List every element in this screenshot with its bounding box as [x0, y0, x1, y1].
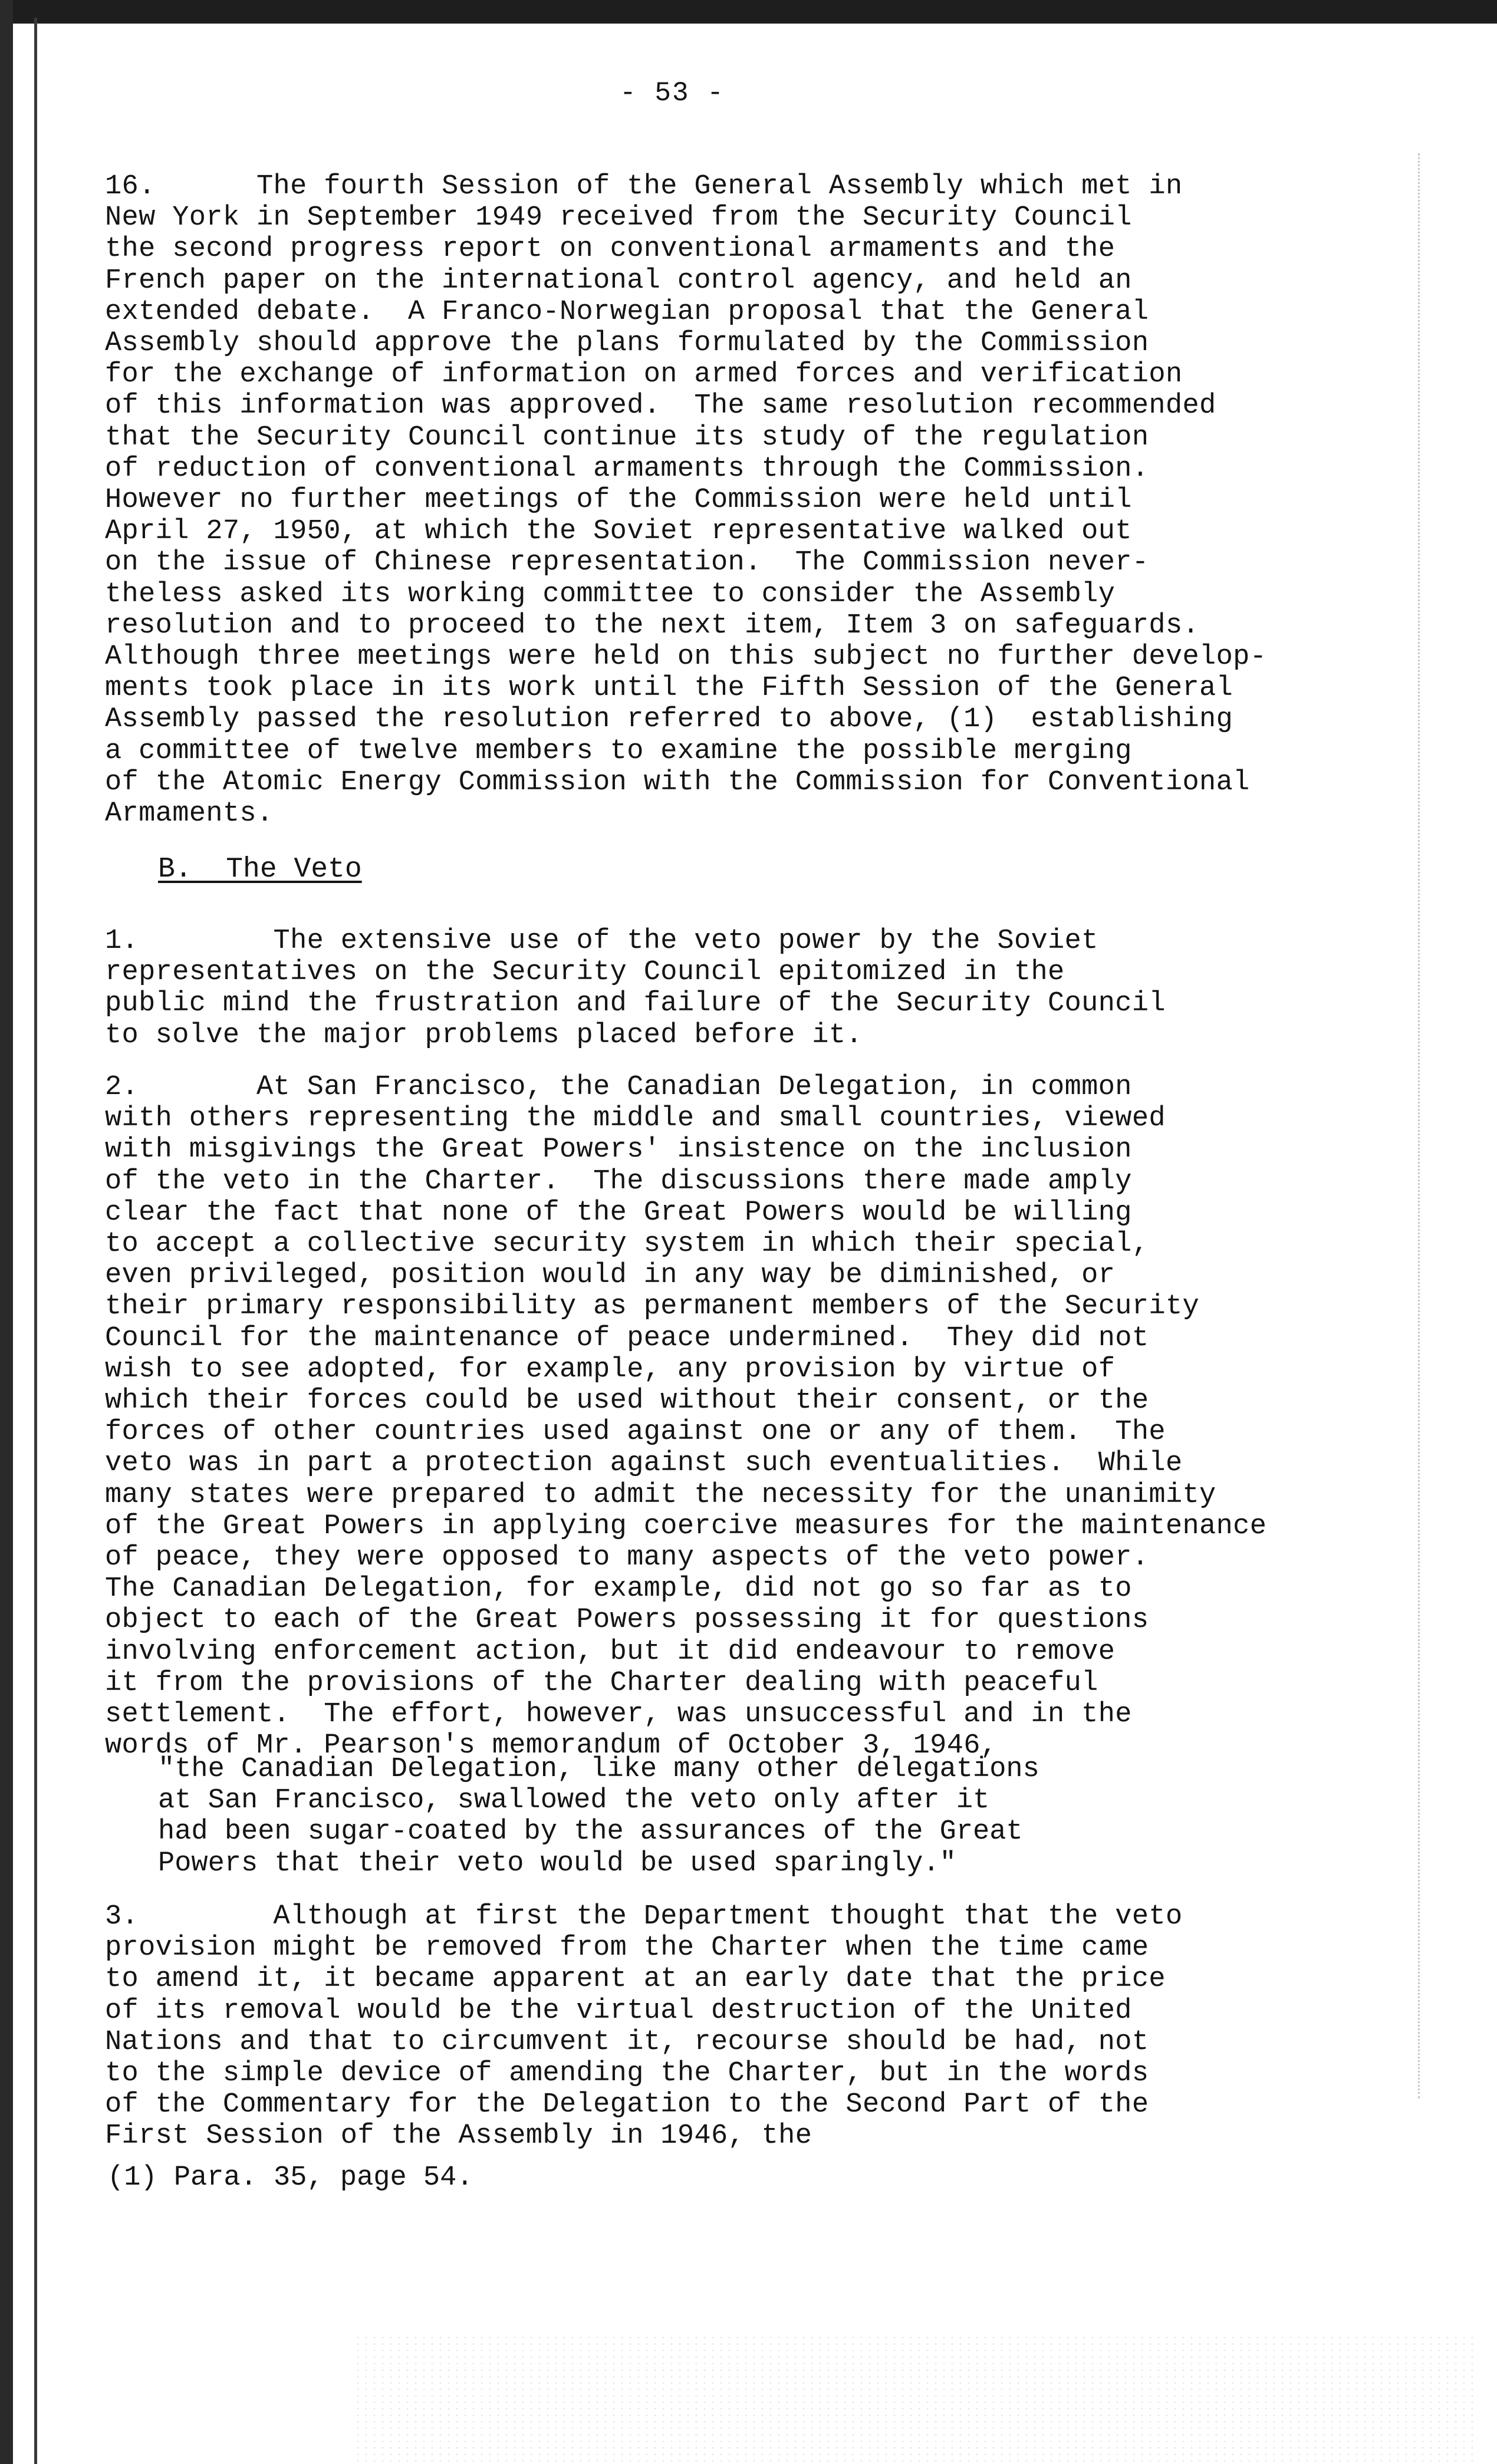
text-line: to amend it, it became apparent at an early date that the price	[105, 1964, 1166, 1995]
text-line: French paper on the international control agency, and held an	[105, 265, 1132, 297]
text-line: provision might be removed from the Charter when the time came	[105, 1932, 1149, 1964]
text-line: of the veto in the Charter. The discussions there made amply	[105, 1165, 1132, 1197]
text-line: theless asked its working committee to consider the Assembly	[105, 578, 1116, 610]
text-line: Assembly should approve the plans formulated by the Commission	[105, 328, 1149, 360]
text-line: even privileged, position would in any way be diminished, or	[105, 1260, 1116, 1292]
text-line: of this information was approved. The same resolution recommended	[105, 390, 1216, 422]
text-line: However no further meetings of the Commission were held until	[105, 485, 1132, 516]
text-line: a committee of twelve members to examine the possible merging	[105, 735, 1132, 767]
text-line: of peace, they were opposed to many aspects of the veto power.	[105, 1542, 1149, 1574]
text-line: Assembly passed the resolution referred to above, (1) establishing	[105, 704, 1233, 736]
paragraph-3	[105, 1901, 1331, 2152]
paragraph-16	[105, 171, 1331, 829]
text-line: veto was in part a protection against such eventualities. While	[105, 1448, 1183, 1480]
text-line: New York in September 1949 received from the Security Council	[105, 202, 1132, 234]
text-line: settlement. The effort, however, was unsuccessful and in the	[105, 1699, 1132, 1731]
text-line: ments took place in its work until the Fifth Session of the General	[105, 673, 1233, 704]
text-line: Armaments.	[105, 798, 274, 830]
text-line: extended debate. A Franco-Norwegian proposal that the General	[105, 296, 1149, 328]
text-line: First Session of the Assembly in 1946, the	[105, 2120, 812, 2152]
text-line: of reduction of conventional armaments through the Commission.	[105, 453, 1149, 485]
text-line: The Canadian Delegation, for example, did not go so far as to	[105, 1573, 1132, 1605]
text-line: on the issue of Chinese representation. The Commission never-	[105, 547, 1149, 579]
text-line: clear the fact that none of the Great Powers would be willing	[105, 1197, 1132, 1228]
text-line: Council for the maintenance of peace undermined. They did not	[105, 1322, 1149, 1354]
text-line: for the exchange of information on armed forces and verification	[105, 359, 1183, 391]
text-line: 1. The extensive use of the veto power by the Soviet	[105, 925, 1098, 957]
text-line: Powers that their veto would be used sparingly."	[158, 1847, 956, 1879]
text-line: object to each of the Great Powers possessing it for questions	[105, 1605, 1149, 1636]
footnote: (1) Para. 35, page 54.	[107, 2162, 473, 2193]
text-line: "the Canadian Delegation, like many other delegations	[158, 1754, 1039, 1785]
text-line: at San Francisco, swallowed the veto only after it	[158, 1785, 990, 1817]
block-quote	[158, 1754, 1039, 1879]
text-line: involving enforcement action, but it did endeavour to remove	[105, 1636, 1116, 1668]
text-line: of the Great Powers in applying coercive measures for the maintenance	[105, 1510, 1267, 1542]
text-line: resolution and to proceed to the next item, Item 3 on safeguards.	[105, 610, 1200, 641]
text-line: words of Mr. Pearson's memorandum of October 3, 1946,	[105, 1730, 998, 1762]
text-line: forces of other countries used against one or any of them. The	[105, 1417, 1166, 1448]
text-line: 2. At San Francisco, the Canadian Delegation, in common	[105, 1072, 1132, 1103]
text-line: April 27, 1950, at which the Soviet representative walked out	[105, 516, 1132, 548]
text-line: 16. The fourth Session of the General Assembly which met in	[105, 171, 1183, 202]
text-line: many states were prepared to admit the necessity for the unanimity	[105, 1479, 1216, 1511]
text-line: it from the provisions of the Charter dealing with peaceful	[105, 1667, 1098, 1699]
text-line: Nations and that to circumvent it, recourse should be had, not	[105, 2026, 1149, 2058]
text-line: with others representing the middle and small countries, viewed	[105, 1103, 1166, 1135]
text-line: with misgivings the Great Powers' insistence on the inclusion	[105, 1134, 1132, 1166]
text-line: public mind the frustration and failure of the Security Council	[105, 988, 1166, 1020]
section-heading: B. The Veto	[158, 854, 362, 885]
text-line: wish to see adopted, for example, any provision by virtue of	[105, 1353, 1116, 1385]
text-line: representatives on the Security Council epitomized in the	[105, 957, 1065, 989]
text-line: their primary responsibility as permanent members of the Security	[105, 1291, 1200, 1323]
paragraph-1	[105, 925, 1331, 1051]
text-line: had been sugar-coated by the assurances of the Great	[158, 1816, 1023, 1848]
text-line: the second progress report on conventional armaments and the	[105, 233, 1116, 265]
text-line: of the Atomic Energy Commission with the Commission for Conventional	[105, 766, 1250, 798]
text-line: Although three meetings were held on this subject no further develop-	[105, 641, 1267, 673]
text-line: of its removal would be the virtual destruction of the United	[105, 1995, 1132, 2027]
text-line: to accept a collective security system in which their special,	[105, 1228, 1149, 1260]
text-line: of the Commentary for the Delegation to the Second Part of the	[105, 2089, 1149, 2121]
page-number: - 53 -	[620, 78, 725, 108]
text-line: that the Security Council continue its study of the regulation	[105, 421, 1149, 453]
paragraph-2	[105, 1072, 1331, 1761]
text-line: to the simple device of amending the Charter, but in the words	[105, 2058, 1149, 2090]
text-line: 3. Although at first the Department thought that the veto	[105, 1901, 1183, 1932]
text-line: to solve the major problems placed before it.	[105, 1019, 863, 1051]
text-line: which their forces could be used without their consent, or the	[105, 1385, 1149, 1417]
